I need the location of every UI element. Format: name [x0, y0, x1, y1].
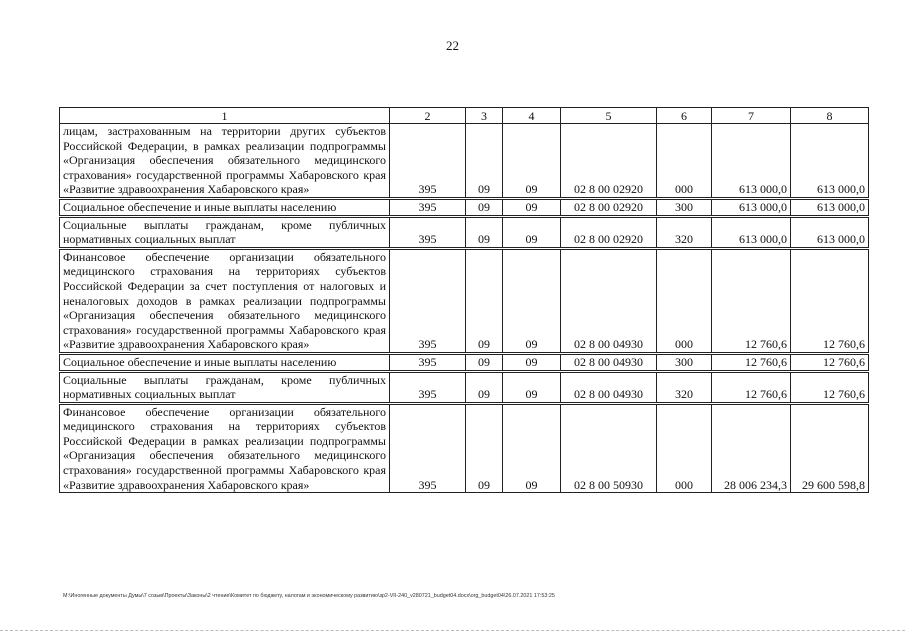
- cell-expense-type: 300: [657, 353, 712, 371]
- cell-section: 09: [466, 403, 503, 493]
- cell-admin-code: 395: [390, 403, 466, 493]
- cell-amount-col8: 29 600 598,8: [791, 403, 869, 493]
- cell-amount-col7: 613 000,0: [712, 198, 791, 216]
- row-name: Финансовое обеспечение организации обязательного медицинского страхования на территориях субъектов Российской Федерации за счет поступления от налоговых и неналоговых доходов в рамках реализации подпрограммы «Организация обеспечения обязательного медицинского страхования» государственной программы Хабаровского края «Развитие здравоохранения Хабаровского края»: [60, 248, 390, 353]
- cell-subsection: 09: [503, 353, 561, 371]
- row-name: Социальное обеспечение и иные выплаты населению: [60, 198, 390, 216]
- cell-expense-type: 300: [657, 198, 712, 216]
- cell-amount-col7: 613 000,0: [712, 124, 791, 199]
- cell-expense-type: 000: [657, 403, 712, 493]
- table-row: [60, 248, 869, 353]
- cell-target-article: 02 8 00 02920: [561, 216, 657, 248]
- table-row: [60, 216, 869, 248]
- cell-expense-type: 000: [657, 124, 712, 199]
- cell-amount-col7: 12 760,6: [712, 371, 791, 403]
- cell-admin-code: 395: [390, 371, 466, 403]
- column-header: 6: [657, 108, 712, 124]
- cell-target-article: 02 8 00 04930: [561, 248, 657, 353]
- table-row: [60, 124, 869, 199]
- cell-amount-col8: 613 000,0: [791, 198, 869, 216]
- cell-amount-col7: 12 760,6: [712, 248, 791, 353]
- cell-amount-col7: 613 000,0: [712, 216, 791, 248]
- cell-amount-col7: 28 006 234,3: [712, 403, 791, 493]
- cell-subsection: 09: [503, 198, 561, 216]
- cell-amount-col8: 12 760,6: [791, 371, 869, 403]
- cell-admin-code: 395: [390, 248, 466, 353]
- cell-amount-col8: 613 000,0: [791, 216, 869, 248]
- cell-expense-type: 000: [657, 248, 712, 353]
- column-header: 2: [390, 108, 466, 124]
- page-edge-divider: [0, 630, 905, 631]
- row-name: Социальное обеспечение и иные выплаты населению: [60, 353, 390, 371]
- cell-section: 09: [466, 124, 503, 199]
- cell-target-article: 02 8 00 04930: [561, 353, 657, 371]
- cell-admin-code: 395: [390, 216, 466, 248]
- cell-subsection: 09: [503, 371, 561, 403]
- table-row: [60, 198, 869, 216]
- document-file-path: M:\Иногенные документы Думы\7 созыв\Проекты\Законы\2 чтение\Комитет по бюджету, налогам и экономическому развитию\зр2-VII-240_v280721_budget04.docx\org_budget04\26.07.2021 17:53:25: [63, 593, 555, 599]
- page-number: 22: [446, 38, 459, 53]
- cell-expense-type: 320: [657, 371, 712, 403]
- table-header-row: [60, 108, 869, 124]
- budget-table: [59, 107, 869, 493]
- column-header: 4: [503, 108, 561, 124]
- cell-subsection: 09: [503, 124, 561, 199]
- cell-section: 09: [466, 371, 503, 403]
- table-row: [60, 403, 869, 493]
- cell-subsection: 09: [503, 216, 561, 248]
- cell-amount-col8: 12 760,6: [791, 353, 869, 371]
- cell-amount-col8: 12 760,6: [791, 248, 869, 353]
- row-name: Финансовое обеспечение организации обязательного медицинского страхования на территориях субъектов Российской Федерации в рамках реализации подпрограммы «Организация обеспечения обязательного медицинского страхования» государственной программы Хабаровского края «Развитие здравоохранения Хабаровского края»: [60, 403, 390, 493]
- cell-subsection: 09: [503, 403, 561, 493]
- cell-expense-type: 320: [657, 216, 712, 248]
- cell-section: 09: [466, 248, 503, 353]
- cell-admin-code: 395: [390, 124, 466, 199]
- cell-target-article: 02 8 00 02920: [561, 198, 657, 216]
- row-name: Социальные выплаты гражданам, кроме публичных нормативных социальных выплат: [60, 216, 390, 248]
- cell-section: 09: [466, 353, 503, 371]
- column-header: 8: [791, 108, 869, 124]
- column-header: 3: [466, 108, 503, 124]
- column-header: 7: [712, 108, 791, 124]
- table-row: [60, 353, 869, 371]
- cell-amount-col8: 613 000,0: [791, 124, 869, 199]
- cell-subsection: 09: [503, 248, 561, 353]
- table-row: [60, 371, 869, 403]
- cell-admin-code: 395: [390, 353, 466, 371]
- cell-target-article: 02 8 00 02920: [561, 124, 657, 199]
- cell-admin-code: 395: [390, 198, 466, 216]
- column-header: 5: [561, 108, 657, 124]
- column-header: 1: [60, 108, 390, 124]
- cell-amount-col7: 12 760,6: [712, 353, 791, 371]
- row-name: Социальные выплаты гражданам, кроме публичных нормативных социальных выплат: [60, 371, 390, 403]
- row-name: лицам, застрахованным на территории других субъектов Российской Федерации, в рамках реализации подпрограммы «Организация обеспечения обязательного медицинского страхования» государственной программы Хабаровского края «Развитие здравоохранения Хабаровского края»: [60, 124, 390, 199]
- cell-target-article: 02 8 00 50930: [561, 403, 657, 493]
- cell-section: 09: [466, 198, 503, 216]
- cell-target-article: 02 8 00 04930: [561, 371, 657, 403]
- cell-section: 09: [466, 216, 503, 248]
